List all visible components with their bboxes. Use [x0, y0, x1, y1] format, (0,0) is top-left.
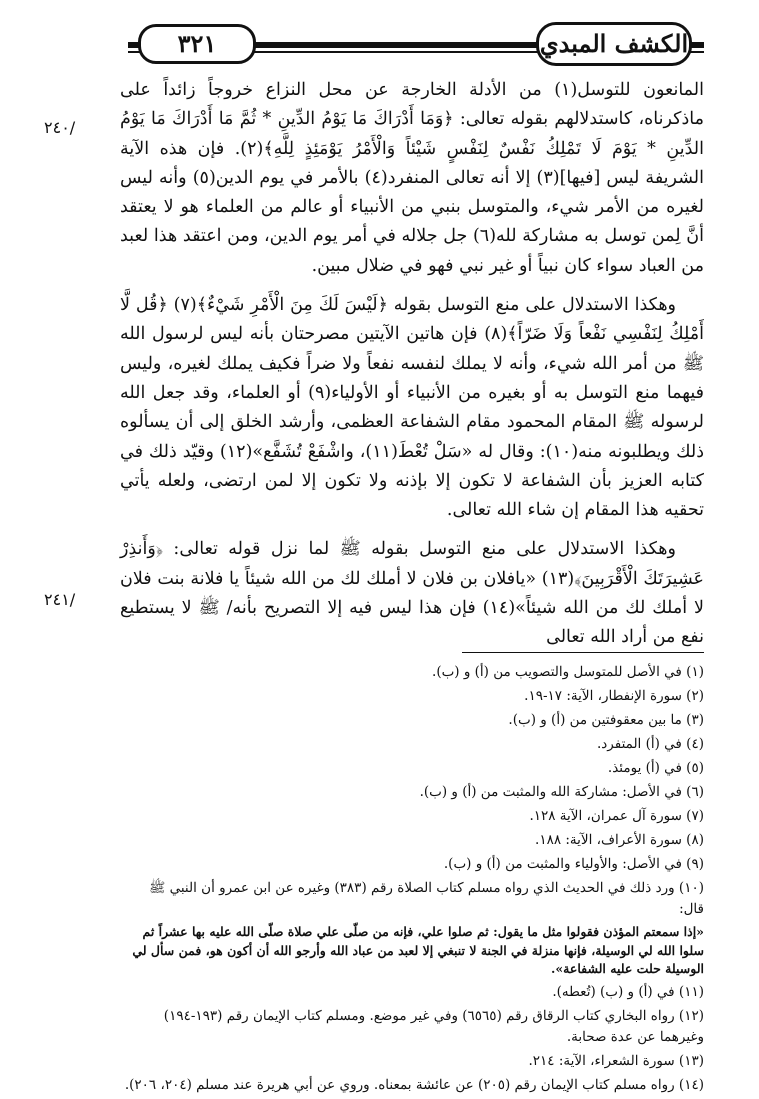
footnote-6: (٦) في الأصل: مشاركة الله والمثبت من (أ) و (ب). [419, 784, 704, 800]
paragraph-2: وهكذا الاستدلال على منع التوسل بقوله ﴿لَيْسَ لَكَ مِنَ الْأَمْرِ شَيْءٌ﴾(٧) ﴿قُل لَّا أَمْلِكُ لِنَفْسِي نَفْعاً وَلَا ضَرّاً﴾(٨) فإن هاتين الآيتين مصرحتان بأنه ليس لرسول الله ﷺ من أمر الله شيء، وأنه لا يملك لنفسه نفعاً ولا ضراً فكيف يملك لغيره، وليس فيهما منع التوسل به أو بغيره من الأنبياء أو الأولياء(٩) أو العلماء، وقد جعل الله لرسوله ﷺ المقام المحمود مقام الشفاعة العظمى، وأرشد الخلق إلى أن يسألوه ذلك ويطلبونه منه(١٠): وقال له «سَلْ تُعْطَ(١١)، واشْفَعْ تُشَفَّع»(١٢) وقيّد ذلك في كتابه العزيز بأن الشفاعة لا تكون إلا بإذنه ولا تكون إلا لمن ارتضى، ولعله يأتي تحقيه هذا المقام إن شاء الله تعالى. [120, 295, 704, 521]
paragraph-3: وهكذا الاستدلال على منع التوسل بقوله ﷺ لما نزل قوله تعالى: ﴿وَأَنذِرْ عَشِيرَتَكَ الْأَقْرَبِينَ﴾(١٣) «يافلان بن فلان لا أملك لك من الله شيئاً يا فلانة بنت فلان لا أملك لك من الله شيئاً»(١٤) فإن هذا ليس فيه إلا التصريح بأنه/ ﷺ لا يستطيع نفع من أراد الله تعالى [120, 539, 705, 648]
footnote-14: (١٤) رواه مسلم كتاب الإيمان رقم (٢٠٥) عن عائشة بمعناه. وروي عن أبي هريرة عند مسلم (٢٠٤، ٢٠٦). [124, 1076, 704, 1093]
footnote-2: (٢) سورة الإنفطار، الآية: ١٧-١٩. [524, 688, 704, 704]
main-text [120, 76, 704, 663]
paragraph-1: المانعون للتوسل(١) من الأدلة الخارجة عن محل النزاع خروجاً زائداً على ماذكرناه، كاستدلالهم بقوله تعالى: ﴿وَمَا أَدْرَاكَ مَا يَوْمُ الدِّينِ * ثُمَّ مَا أَدْرَاكَ مَا يَوْمُ الدِّينِ * يَوْمَ لَا تَمْلِكُ نَفْسٌ لِنَفْسٍ شَيْئاً وَالْأَمْرُ يَوْمَئِذٍ لِلَّهِ﴾(٢). فإن هذه الآية الشريفة ليس [فيها](٣) إلا أنه تعالى المنفرد(٤) بالأمر في يوم الدين(٥) وأنه ليس لغيره من الأمر شيء، والمتوسل بنبي من الأنبياء أو عالم من العلماء هو لا يعتقد أنَّ لِمن توسل به مشاركة لله(٦) جل جلاله في أمر يوم الدين، ومن اعتقد هذا لعبد من العباد سواء كان نبياً أو غير نبي فهو في ضلال مبين. [120, 80, 704, 276]
margin-reference-241: ٢٤١/ [44, 590, 76, 609]
footnote-3: (٣) ما بين معقوفتين من (أ) و (ب). [508, 712, 704, 728]
margin-reference-240: ٢٤٠/ [44, 118, 76, 137]
footnote-9: (٩) في الأصل: والأولياء والمثبت من (أ) و (ب). [443, 856, 704, 872]
footnote-13: (١٣) سورة الشعراء، الآية: ٢١٤. [528, 1052, 704, 1069]
book-title: الكشف المبدي [536, 22, 692, 66]
footnote-separator [462, 652, 704, 653]
footnote-10: (١٠) ورد ذلك في الحديث الذي رواه مسلم كتاب الصلاة رقم (٣٨٣) وغيره عن ابن عمرو أن النبي ﷺ قال: [149, 880, 704, 917]
footnote-7: (٧) سورة آل عمران، الآية ١٢٨. [529, 808, 704, 824]
page-header [128, 18, 704, 68]
footnote-4: (٤) في (أ) المتفرد. [596, 736, 704, 752]
footnote-10-hadith: «إذا سمعتم المؤذن فقولوا مثل ما يقول: ثم صلوا علي، فإنه من صلّى علي صلاة صلّى الله عليه بها عشراً ثم سلوا الله لي الوسيلة، فإنها منزلة في الجنة لا تنبغي إلا لعبد من عباد الله وأرجو الله أن أكون هو، فمن سأل لي الوسيلة حلت عليه الشفاعة». [132, 924, 704, 976]
footnotes [120, 662, 704, 1099]
footnote-5: (٥) في (أ) يومئذ. [607, 760, 704, 776]
footnote-8: (٨) سورة الأعراف، الآية: ١٨٨. [535, 832, 704, 848]
footnote-1: (١) في الأصل للمتوسل والتصويب من (أ) و (ب). [432, 664, 704, 680]
page-number: ٣٢١ [138, 24, 256, 64]
footnote-12: (١٢) رواه البخاري كتاب الرقاق رقم (٦٥٦٥) وفي غير موضع. ومسلم كتاب الإيمان رقم (١٩٣-١٩٤) وغيرهما عن عدة صحابة. [163, 1007, 704, 1045]
footnote-11: (١١) في (أ) و (ب) (تُعطه). [552, 983, 704, 1000]
